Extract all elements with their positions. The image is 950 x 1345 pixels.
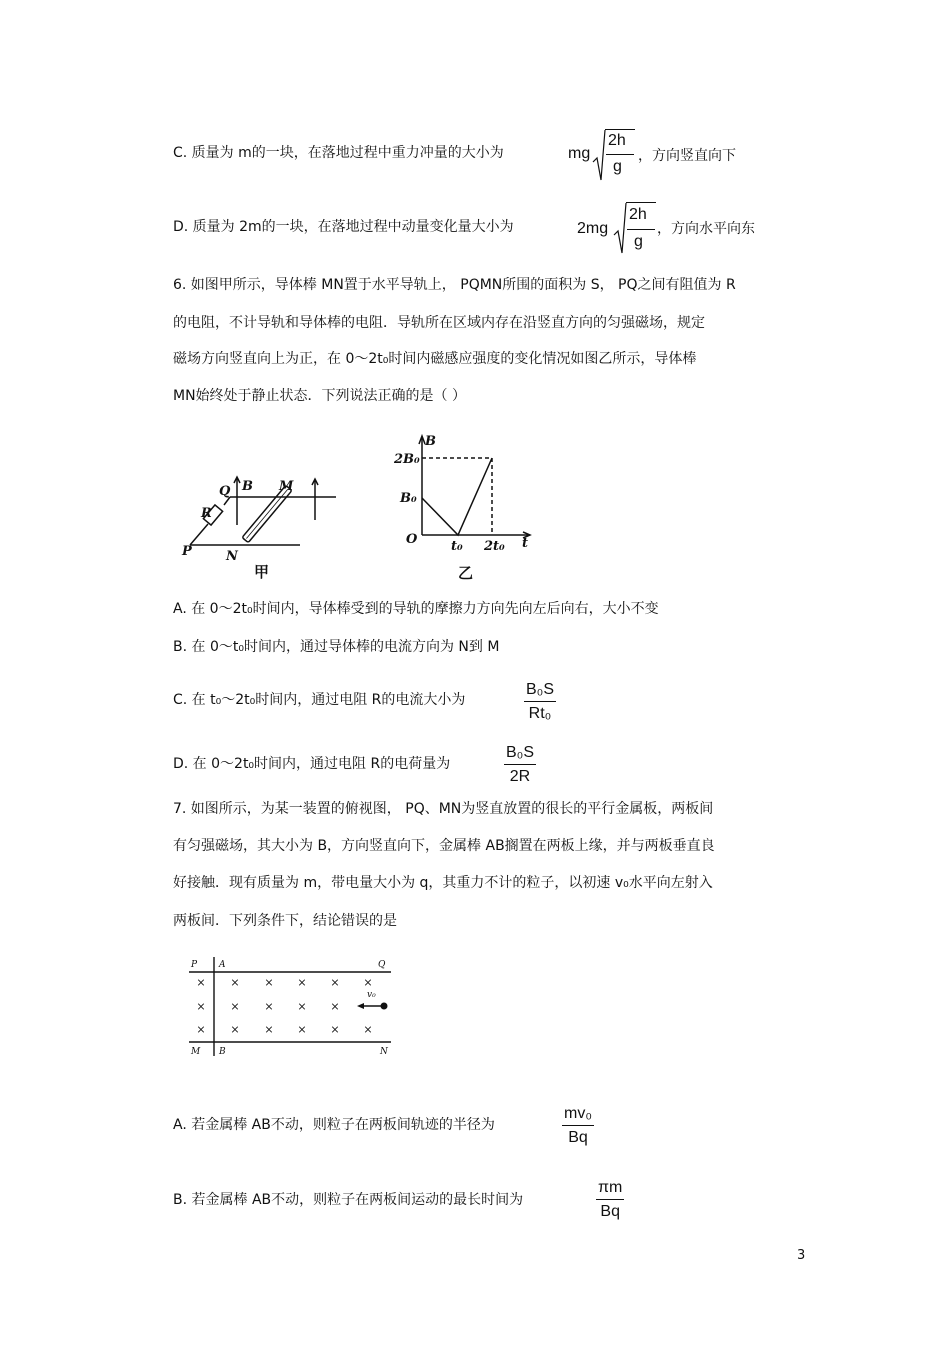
- figure-jia: [180, 470, 350, 582]
- field-cross-icon: ×: [230, 1023, 240, 1036]
- label-p: P: [182, 544, 192, 559]
- fraction-numerator: πm: [598, 1179, 623, 1196]
- q5-d-prefix: 2mg: [577, 220, 609, 237]
- q5-option-c-formula: [568, 128, 748, 184]
- sqrt-sign-icon: [613, 201, 627, 257]
- field-cross-icon: ×: [264, 1000, 274, 1013]
- q5-c-suffix: ，方向竖直向下: [638, 148, 736, 164]
- b-curve: [422, 458, 492, 535]
- q6-option-c-text: C. 在 t₀～2t₀时间内，通过电阻 R的电流大小为: [173, 692, 466, 708]
- fraction-denominator: Bq: [568, 1129, 588, 1146]
- q7-line-3: 好接触．现有质量为 m，带电量大小为 q，其重力不计的粒子，以初速 v₀水平向左射入: [173, 875, 713, 891]
- field-cross-icon: ×: [297, 1023, 307, 1036]
- tick-b0: B₀: [400, 491, 417, 506]
- q7-option-a-fraction: [562, 1104, 594, 1148]
- field-cross-icon: ×: [330, 976, 340, 989]
- label-q: Q: [378, 960, 386, 970]
- label-b: B: [242, 479, 253, 494]
- field-cross-icon: ×: [363, 1023, 373, 1036]
- field-cross-icon: ×: [297, 1000, 307, 1013]
- field-cross-icon: ×: [264, 976, 274, 989]
- sqrt-sign-icon: [592, 128, 606, 184]
- field-cross-icon: ×: [330, 1023, 340, 1036]
- label-origin: O: [406, 532, 418, 547]
- field-cross-icon: ×: [196, 1023, 206, 1036]
- caption-jia: 甲: [254, 563, 270, 581]
- q6-option-d-fraction: [504, 743, 536, 787]
- q5-d-num: 2h: [629, 206, 647, 223]
- figure-q7: [185, 953, 395, 1059]
- label-b-axis: B: [425, 434, 436, 449]
- fraction-numerator: mv₀: [564, 1105, 592, 1122]
- q6-line-2: 的电阻，不计导轨和导体棒的电阻．导轨所在区域内存在沿竖直方向的匀强磁场，规定: [173, 315, 705, 331]
- label-v0: v₀: [367, 990, 376, 1000]
- label-r: R: [201, 506, 212, 521]
- q7-option-b-text: B. 若金属棒 AB不动，则粒子在两板间运动的最长时间为: [173, 1192, 524, 1208]
- fraction-denominator: Bq: [600, 1203, 620, 1220]
- particle-icon: [381, 1003, 388, 1010]
- field-cross-icon: ×: [230, 1000, 240, 1013]
- q7-line-1: 7. 如图所示，为某一装置的俯视图， PQ、MN为竖直放置的很长的平行金属板，两板间: [173, 801, 714, 817]
- q6-line-1: 6. 如图甲所示，导体棒 MN置于水平导轨上， PQMN所围的面积为 S， PQ之间有阻值为 R: [173, 277, 736, 293]
- fraction-denominator: 2R: [509, 768, 531, 785]
- q5-d-den: g: [634, 233, 643, 250]
- figure-yi: [392, 430, 542, 582]
- label-n: N: [380, 1047, 388, 1057]
- wire-pq-lower: [190, 524, 208, 545]
- label-m: M: [191, 1047, 201, 1057]
- tick-2b0: 2B₀: [394, 452, 420, 467]
- q5-c-prefix: mg: [568, 145, 591, 162]
- q5-c-num: 2h: [608, 132, 626, 149]
- q6-line-3: 磁场方向竖直向上为正，在 0～2t₀时间内磁感应强度的变化情况如图乙所示，导体棒: [173, 351, 697, 367]
- field-cross-icon: ×: [264, 1023, 274, 1036]
- label-p: P: [191, 960, 198, 970]
- q6-option-d-text: D. 在 0～2t₀时间内，通过电阻 R的电荷量为: [173, 756, 451, 772]
- field-cross-icon: ×: [297, 976, 307, 989]
- q5-option-d-text: D. 质量为 2m的一块，在落地过程中动量变化量大小为: [173, 219, 514, 235]
- label-t-axis: t: [522, 536, 529, 551]
- q6-option-b: B. 在 0～t₀时间内，通过导体棒的电流方向为 N到 M: [173, 639, 500, 655]
- label-n: N: [226, 549, 238, 564]
- field-cross-icon: ×: [330, 1000, 340, 1013]
- q6-option-a: A. 在 0～2t₀时间内，导体棒受到的导轨的摩擦力方向先向左后向右，大小不变: [173, 601, 659, 617]
- q5-d-suffix: ，方向水平向东: [657, 221, 755, 237]
- q7-line-4: 两板间．下列条件下，结论错误的是: [173, 913, 397, 929]
- q7-option-a-text: A. 若金属棒 AB不动，则粒子在两板间轨迹的半径为: [173, 1117, 495, 1133]
- q6-line-4: MN始终处于静止状态．下列说法正确的是（ ）: [173, 388, 467, 404]
- label-m: M: [279, 479, 294, 494]
- tick-t0: t₀: [451, 539, 463, 554]
- field-cross-icon: ×: [230, 976, 240, 989]
- q5-c-den: g: [613, 158, 622, 175]
- particle-velocity-arrow: [357, 1003, 388, 1010]
- page-number: 3: [797, 1248, 806, 1263]
- q7-option-b-fraction: [596, 1178, 624, 1222]
- caption-yi: 乙: [458, 564, 474, 582]
- label-q: Q: [219, 484, 231, 499]
- fraction-denominator: Rt₀: [528, 705, 552, 722]
- label-a: A: [219, 960, 226, 970]
- q5-option-d-formula: [577, 201, 767, 257]
- q6-option-c-fraction: [524, 680, 556, 724]
- fraction-numerator: B₀S: [506, 744, 534, 761]
- field-cross-icon: ×: [196, 1000, 206, 1013]
- field-cross-icon: ×: [196, 976, 206, 989]
- field-cross-icon: ×: [363, 976, 373, 989]
- fraction-numerator: B₀S: [526, 681, 554, 698]
- q5-option-c-text: C. 质量为 m的一块，在落地过程中重力冲量的大小为: [173, 145, 504, 161]
- label-b: B: [219, 1047, 226, 1057]
- tick-2t0: 2t₀: [484, 539, 505, 554]
- q7-line-2: 有匀强磁场，其大小为 B，方向竖直向下，金属棒 AB搁置在两板上缘，并与两板垂直良: [173, 838, 715, 854]
